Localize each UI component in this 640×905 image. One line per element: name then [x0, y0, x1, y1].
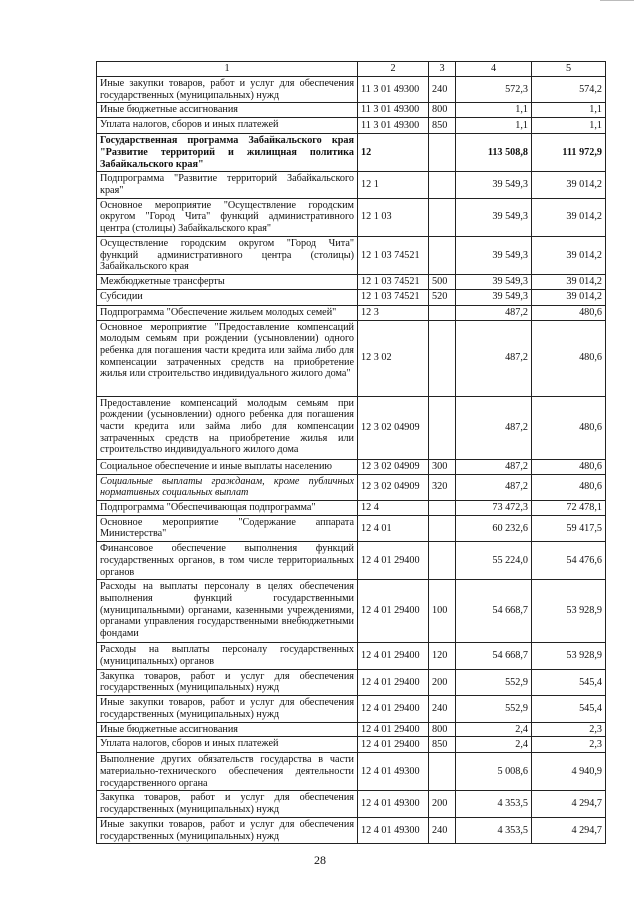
cell-value-col4: 2,4	[456, 722, 532, 737]
cell-value-col4: 39 549,3	[456, 198, 532, 236]
cell-value-col5: 53 928,9	[532, 643, 606, 669]
cell-name: Межбюджетные трансферты	[97, 275, 358, 290]
cell-value-col4: 113 508,8	[456, 134, 532, 172]
cell-value-col5: 1,1	[532, 103, 606, 118]
cell-code: 11 3 01 49300	[358, 118, 429, 134]
cell-value-col4: 39 549,3	[456, 236, 532, 274]
cell-value-col4: 39 549,3	[456, 289, 532, 305]
cell-expense-type	[429, 198, 456, 236]
cell-name: Основное мероприятие "Осуществление городским округом "Город Чита" функций административного центра (столицы) Забайкальского края"	[97, 198, 358, 236]
cell-code: 12 4 01 49300	[358, 791, 429, 817]
cell-value-col5: 4 294,7	[532, 791, 606, 817]
cell-code: 12 4 01 29400	[358, 580, 429, 643]
cell-name: Иные бюджетные ассигнования	[97, 722, 358, 737]
cell-expense-type	[429, 542, 456, 580]
cell-value-col5: 59 417,5	[532, 515, 606, 541]
cell-value-col4: 39 549,3	[456, 172, 532, 198]
cell-value-col4: 2,4	[456, 737, 532, 753]
cell-name: Социальные выплаты гражданам, кроме публичных нормативных социальных выплат	[97, 474, 358, 500]
cell-value-col4: 1,1	[456, 118, 532, 134]
cell-code: 12 3 02 04909	[358, 459, 429, 474]
cell-name: Государственная программа Забайкальского края "Развитие территорий и жилищная политика Забайкальского края"	[97, 134, 358, 172]
cell-code: 12 3 02 04909	[358, 396, 429, 459]
cell-value-col5: 1,1	[532, 118, 606, 134]
cell-value-col4: 55 224,0	[456, 542, 532, 580]
cell-value-col4: 552,9	[456, 669, 532, 695]
cell-name: Расходы на выплаты персоналу в целях обеспечения выполнения функций государственными (муниципальными) органами, казенными учреждениями, органами управления государственными внебюджетными фондами	[97, 580, 358, 643]
cell-expense-type: 850	[429, 737, 456, 753]
cell-expense-type	[429, 320, 456, 396]
cell-value-col5: 39 014,2	[532, 275, 606, 290]
header-row	[97, 62, 606, 77]
cell-code: 12 1 03	[358, 198, 429, 236]
cell-value-col4: 4 353,5	[456, 791, 532, 817]
cell-expense-type	[429, 236, 456, 274]
cell-value-col4: 54 668,7	[456, 643, 532, 669]
cell-code: 12 4 01 29400	[358, 696, 429, 722]
cell-name: Иные бюджетные ассигнования	[97, 103, 358, 118]
cell-value-col4: 1,1	[456, 103, 532, 118]
table-row	[97, 305, 606, 320]
cell-value-col5: 39 014,2	[532, 172, 606, 198]
cell-code: 12 4 01 29400	[358, 722, 429, 737]
cell-value-col5: 2,3	[532, 722, 606, 737]
table-row	[97, 134, 606, 172]
cell-value-col5: 480,6	[532, 459, 606, 474]
table-row	[97, 275, 606, 290]
cell-value-col5: 54 476,6	[532, 542, 606, 580]
cell-code: 11 3 01 49300	[358, 103, 429, 118]
cell-value-col5: 545,4	[532, 669, 606, 695]
cell-code: 12 4 01 29400	[358, 542, 429, 580]
cell-expense-type	[429, 500, 456, 515]
cell-expense-type: 240	[429, 817, 456, 843]
table-row	[97, 320, 606, 396]
header-cell-3: 3	[429, 62, 456, 77]
table-row	[97, 696, 606, 722]
table-row	[97, 289, 606, 305]
table-row	[97, 172, 606, 198]
cell-name: Уплата налогов, сборов и иных платежей	[97, 737, 358, 753]
cell-name: Предоставление компенсаций молодым семьям при рождении (усыновлении) одного ребенка для погашения части кредита или займа либо для компенсации затраченных средств на приобретение жилья или строительство индивидуального жилого дома	[97, 396, 358, 459]
cell-expense-type: 200	[429, 791, 456, 817]
table-row	[97, 669, 606, 695]
cell-expense-type	[429, 396, 456, 459]
table-row	[97, 198, 606, 236]
cell-expense-type: 320	[429, 474, 456, 500]
table-row	[97, 542, 606, 580]
corner-scan-mark	[600, 0, 634, 4]
table-row	[97, 643, 606, 669]
cell-value-col4: 54 668,7	[456, 580, 532, 643]
cell-code: 12 3 02	[358, 320, 429, 396]
cell-expense-type: 200	[429, 669, 456, 695]
cell-value-col5: 4 940,9	[532, 753, 606, 791]
header-cell-2: 2	[358, 62, 429, 77]
cell-expense-type: 240	[429, 696, 456, 722]
table-row	[97, 500, 606, 515]
cell-expense-type: 120	[429, 643, 456, 669]
cell-value-col5: 39 014,2	[532, 289, 606, 305]
cell-name: Подпрограмма "Обеспечение жильем молодых семей"	[97, 305, 358, 320]
cell-name: Иные закупки товаров, работ и услуг для обеспечения государственных (муниципальных) нужд	[97, 77, 358, 103]
cell-value-col4: 73 472,3	[456, 500, 532, 515]
cell-value-col5: 2,3	[532, 737, 606, 753]
cell-value-col4: 552,9	[456, 696, 532, 722]
cell-expense-type	[429, 753, 456, 791]
cell-code: 12 1 03 74521	[358, 236, 429, 274]
cell-name: Подпрограмма "Развитие территорий Забайкальского края"	[97, 172, 358, 198]
cell-value-col5: 480,6	[532, 305, 606, 320]
cell-code: 12 4 01 29400	[358, 643, 429, 669]
table-row	[97, 791, 606, 817]
cell-code: 11 3 01 49300	[358, 77, 429, 103]
table-row	[97, 515, 606, 541]
cell-code: 12 1	[358, 172, 429, 198]
cell-code: 12 1 03 74521	[358, 289, 429, 305]
cell-name: Осуществление городским округом "Город Чита" функций административного центра (столицы) Забайкальского края	[97, 236, 358, 274]
cell-code: 12 4 01 29400	[358, 669, 429, 695]
cell-code: 12 3 02 04909	[358, 474, 429, 500]
cell-name: Субсидии	[97, 289, 358, 305]
cell-value-col4: 39 549,3	[456, 275, 532, 290]
cell-code: 12 1 03 74521	[358, 275, 429, 290]
cell-name: Закупка товаров, работ и услуг для обеспечения государственных (муниципальных) нужд	[97, 791, 358, 817]
cell-code: 12 4 01 49300	[358, 817, 429, 843]
cell-value-col5: 480,6	[532, 396, 606, 459]
cell-value-col5: 39 014,2	[532, 198, 606, 236]
cell-value-col5: 4 294,7	[532, 817, 606, 843]
header-cell-1: 1	[97, 62, 358, 77]
cell-value-col5: 545,4	[532, 696, 606, 722]
cell-name: Уплата налогов, сборов и иных платежей	[97, 118, 358, 134]
cell-value-col5: 53 928,9	[532, 580, 606, 643]
cell-name: Финансовое обеспечение выполнения функций государственных органов, в том числе территориальных органов	[97, 542, 358, 580]
table-row	[97, 722, 606, 737]
table-row	[97, 77, 606, 103]
cell-name: Расходы на выплаты персоналу государственных (муниципальных) органов	[97, 643, 358, 669]
cell-name: Подпрограмма "Обеспечивающая подпрограмма"	[97, 500, 358, 515]
table-row	[97, 474, 606, 500]
cell-value-col4: 572,3	[456, 77, 532, 103]
cell-code: 12 4 01 29400	[358, 737, 429, 753]
cell-name: Социальное обеспечение и иные выплаты населению	[97, 459, 358, 474]
cell-name: Основное мероприятие "Содержание аппарата Министерства"	[97, 515, 358, 541]
cell-value-col4: 487,2	[456, 459, 532, 474]
cell-value-col4: 487,2	[456, 305, 532, 320]
cell-value-col5: 72 478,1	[532, 500, 606, 515]
cell-value-col5: 39 014,2	[532, 236, 606, 274]
table-row	[97, 103, 606, 118]
cell-expense-type	[429, 515, 456, 541]
cell-expense-type	[429, 305, 456, 320]
cell-code: 12 4	[358, 500, 429, 515]
cell-name: Основное мероприятие "Предоставление компенсаций молодым семьям при рождении (усыновлении) одного ребенка для погашения части кредита или займа либо для компенсации затраченных средств на приобретение жилья или строительство индивидуального жилого дома"	[97, 320, 358, 396]
table-row	[97, 118, 606, 134]
cell-value-col5: 480,6	[532, 474, 606, 500]
cell-expense-type: 300	[429, 459, 456, 474]
cell-expense-type: 500	[429, 275, 456, 290]
cell-expense-type: 520	[429, 289, 456, 305]
cell-value-col5: 480,6	[532, 320, 606, 396]
table-row	[97, 459, 606, 474]
cell-expense-type	[429, 134, 456, 172]
header-cell-4: 4	[456, 62, 532, 77]
table-row	[97, 396, 606, 459]
cell-name: Выполнение других обязательств государства в части материально-технического обеспечения деятельности государственного органа	[97, 753, 358, 791]
cell-code: 12 4 01 49300	[358, 753, 429, 791]
cell-expense-type: 850	[429, 118, 456, 134]
table-row	[97, 236, 606, 274]
cell-value-col4: 60 232,6	[456, 515, 532, 541]
cell-value-col4: 4 353,5	[456, 817, 532, 843]
cell-value-col5: 111 972,9	[532, 134, 606, 172]
cell-expense-type: 800	[429, 722, 456, 737]
cell-value-col4: 487,2	[456, 474, 532, 500]
table-row	[97, 753, 606, 791]
cell-name: Иные закупки товаров, работ и услуг для обеспечения государственных (муниципальных) нужд	[97, 696, 358, 722]
cell-name: Иные закупки товаров, работ и услуг для обеспечения государственных (муниципальных) нужд	[97, 817, 358, 843]
budget-table	[96, 61, 606, 844]
cell-value-col4: 487,2	[456, 396, 532, 459]
cell-value-col5: 574,2	[532, 77, 606, 103]
budget-table-body	[97, 62, 606, 844]
cell-value-col4: 487,2	[456, 320, 532, 396]
cell-expense-type	[429, 172, 456, 198]
cell-name: Закупка товаров, работ и услуг для обеспечения государственных (муниципальных) нужд	[97, 669, 358, 695]
table-row	[97, 580, 606, 643]
cell-expense-type: 100	[429, 580, 456, 643]
cell-expense-type: 800	[429, 103, 456, 118]
cell-code: 12 4 01	[358, 515, 429, 541]
cell-code: 12	[358, 134, 429, 172]
cell-expense-type: 240	[429, 77, 456, 103]
cell-code: 12 3	[358, 305, 429, 320]
header-cell-5: 5	[532, 62, 606, 77]
table-row	[97, 737, 606, 753]
page-number: 28	[314, 853, 326, 867]
table-row	[97, 817, 606, 843]
cell-value-col4: 5 008,6	[456, 753, 532, 791]
